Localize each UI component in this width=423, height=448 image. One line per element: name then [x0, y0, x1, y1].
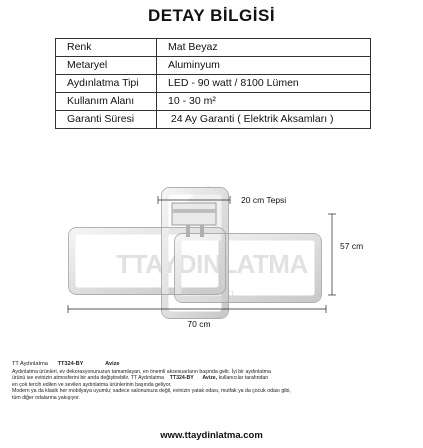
height-dimension-label: 57 cm — [340, 241, 364, 251]
spec-label: Kullanım Alanı — [56, 93, 157, 111]
spec-value: Aluminyum — [157, 57, 371, 75]
watermark-text: TTAYDINLATMA — [116, 249, 308, 279]
spec-row — [56, 39, 371, 57]
brand-name: TT Aydınlatma — [12, 361, 48, 367]
width-dimension-label: 70 cm — [187, 319, 211, 329]
canopy-band — [172, 209, 216, 213]
spec-table — [55, 38, 371, 129]
website-link[interactable]: www.ttaydinlatma.com — [160, 430, 263, 441]
watermark-subtext: lighting — [188, 286, 236, 300]
spec-label: Metaryel — [56, 57, 157, 75]
spec-value: LED - 90 watt / 8100 Lümen — [157, 75, 371, 93]
description-text: ürünü ise evinizin atmosferini bir anda değiştirebilir. TT Aydınlatma — [12, 375, 164, 382]
product-header — [12, 361, 412, 368]
canopy — [172, 203, 216, 225]
description-line — [12, 375, 412, 382]
spec-row — [56, 93, 371, 111]
height-dimension-line — [328, 214, 336, 295]
description-line: tüm diğer odalarına yakışıyor. — [12, 394, 81, 401]
description-line: Modern ya da klasik her mobilyaya uyumlu; sadece salonunuza değil, evinizin yatak odası, mutfak ya da çocuk odası gibi, — [12, 388, 291, 395]
description-text: kullanıcılar tarafından — [218, 375, 269, 382]
page-title: DETAY BİLGİSİ — [147, 6, 276, 25]
spec-label: Aydınlatma Tipi — [56, 75, 157, 93]
spec-row — [56, 57, 371, 75]
spec-value: 24 Ay Garanti ( Elektrik Aksamları ) — [157, 111, 371, 129]
canopy-rod — [200, 225, 204, 237]
spec-value: 10 - 30 m² — [157, 93, 371, 111]
spec-value: Mat Beyaz — [157, 39, 371, 57]
description-line: en çok tercih edilen ve sevilen aydınlatma ürünlerinin başında geliyor. — [12, 381, 172, 388]
canopy-rod — [186, 225, 190, 237]
spec-row — [56, 111, 371, 129]
canopy-dimension-label: 20 cm Tepsi — [241, 195, 287, 205]
spec-row — [56, 75, 371, 93]
product-description — [12, 361, 412, 402]
description-line: Aydınlatma ürünleri, ev dekorasyonunuzun tamamlayan, en önemli aksesuarların başında gelir. İyi bir aydınlatma — [12, 368, 271, 375]
product-diagram — [0, 175, 423, 335]
description-product: Avize, — [202, 375, 218, 382]
product-code: TT324-BY — [57, 361, 84, 367]
product-type: Avize — [105, 361, 120, 367]
description-code: TT324-BY — [169, 375, 194, 382]
spec-label: Garanti Süresi — [56, 111, 157, 129]
spec-label: Renk — [56, 39, 157, 57]
